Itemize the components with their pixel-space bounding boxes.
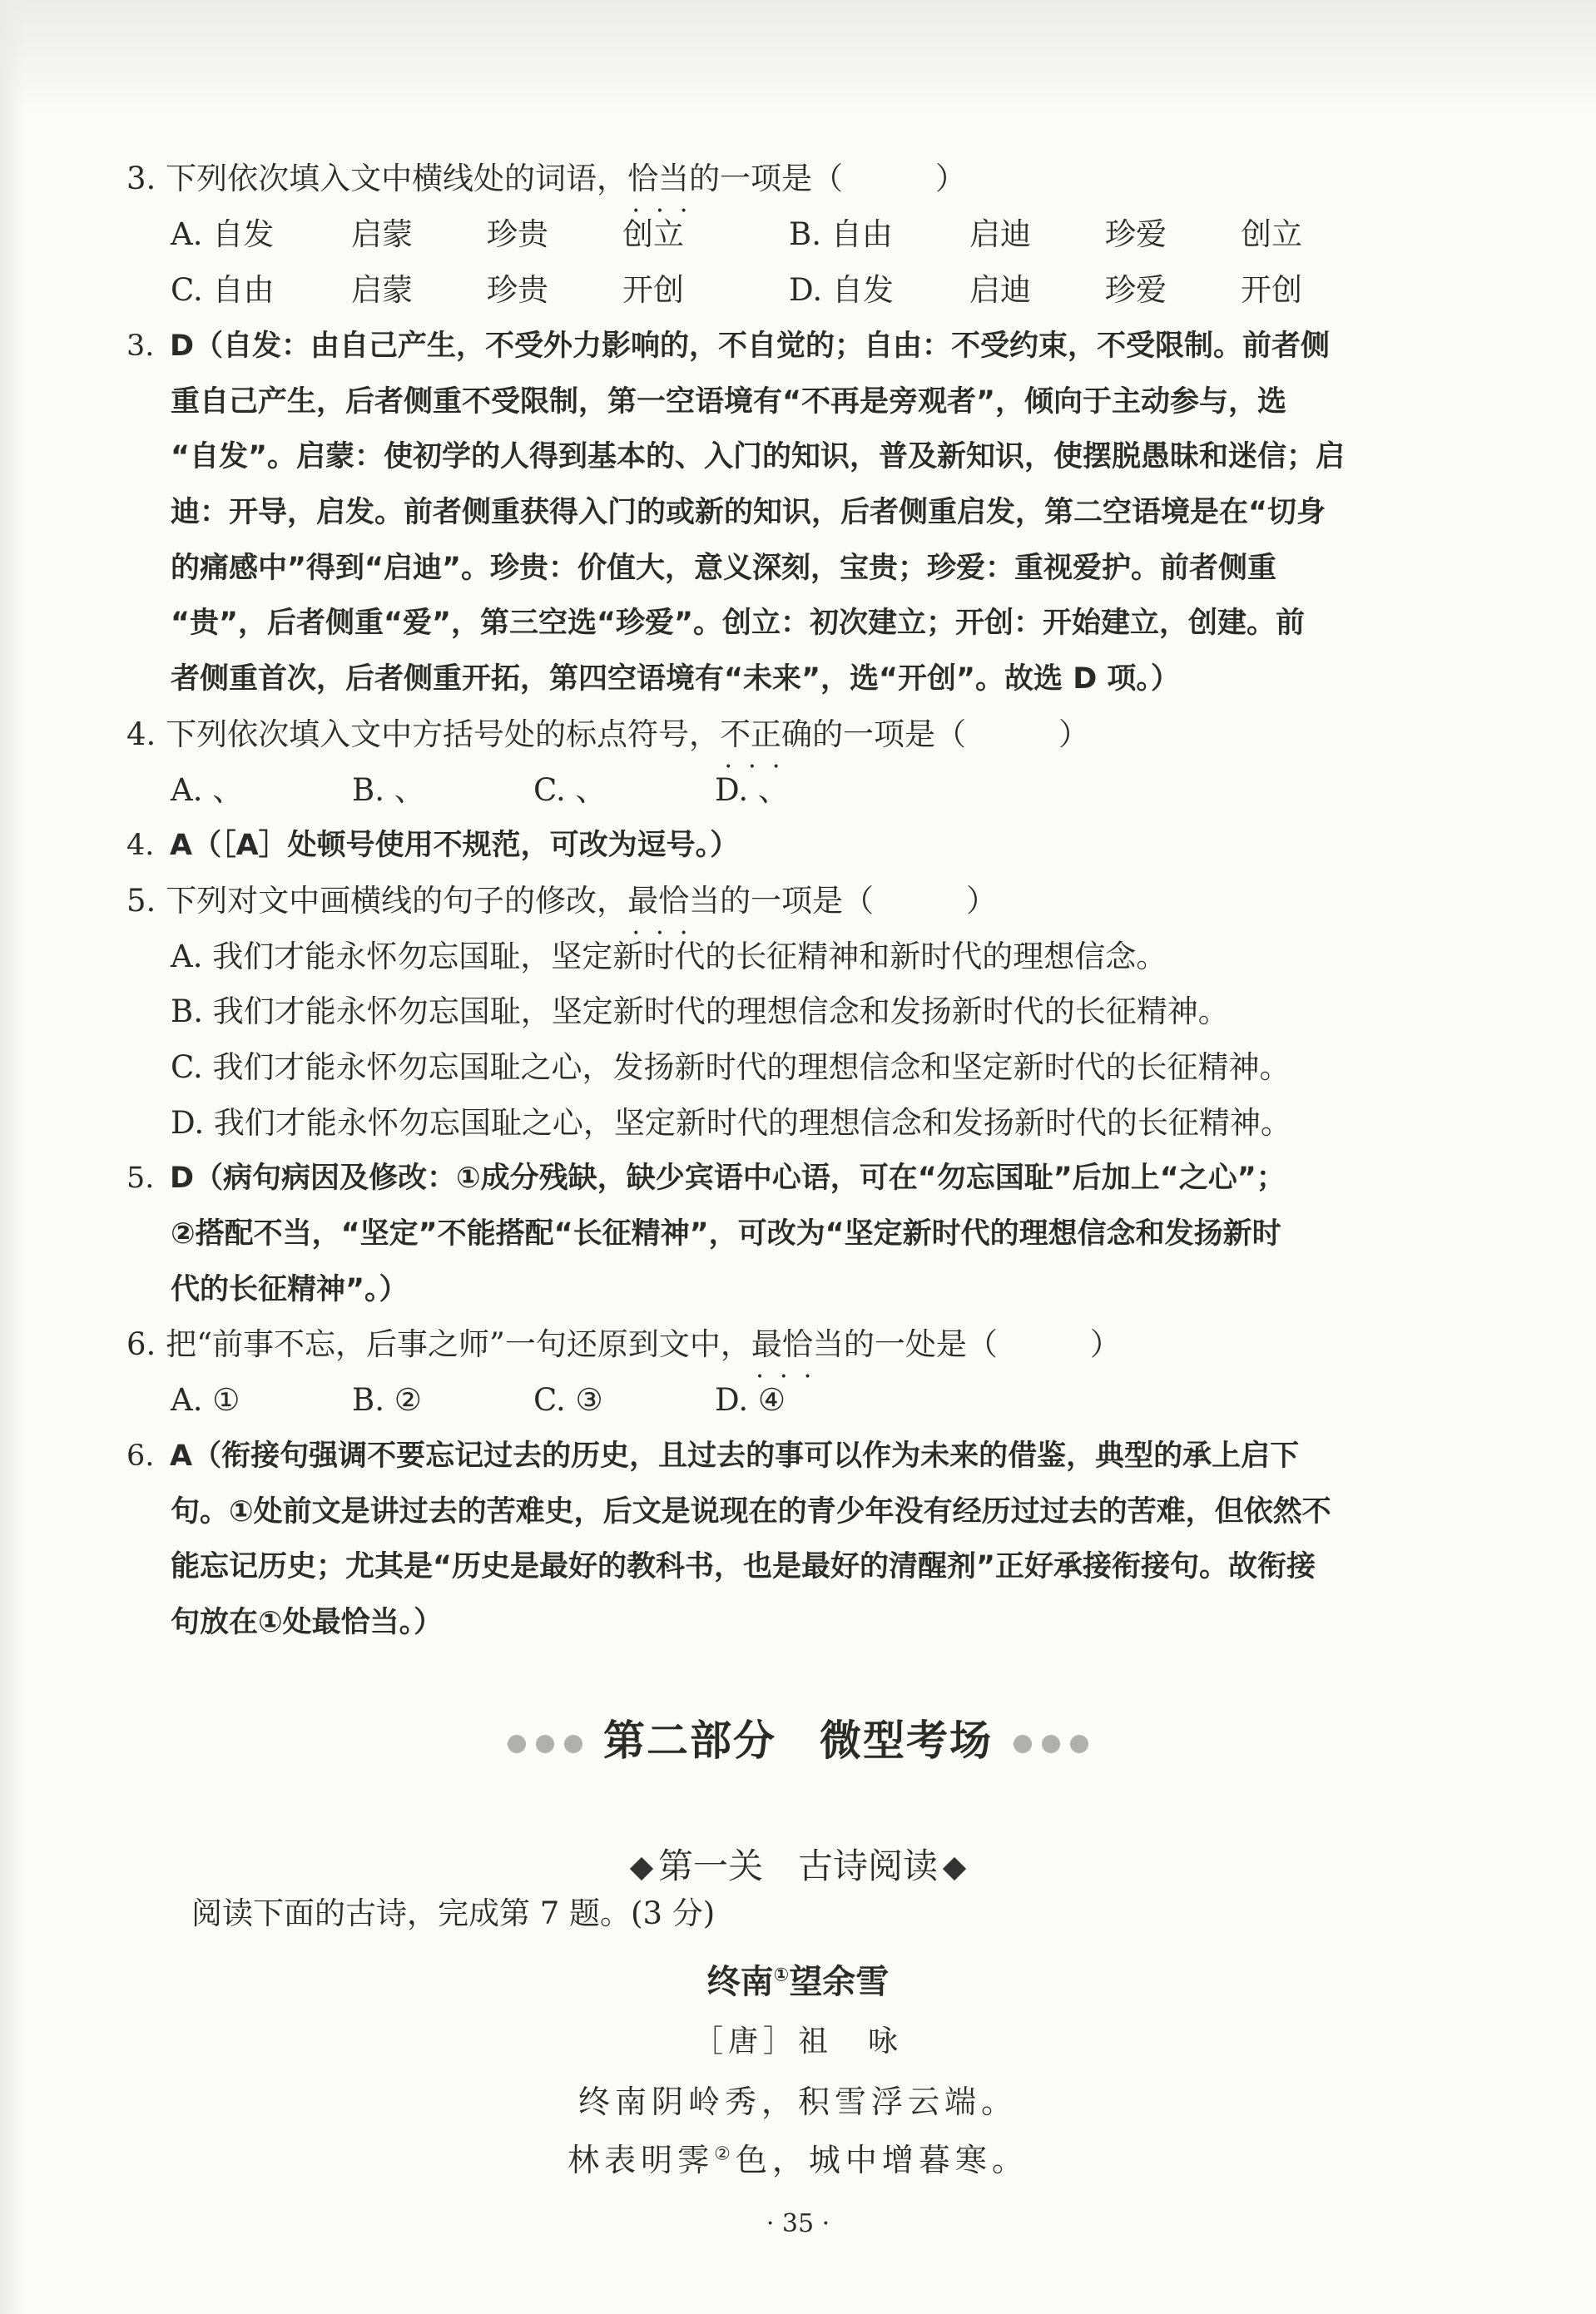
question-5-option-b: B. 我们才能永怀勿忘国耻，坚定新时代的理想信念和发扬新时代的长征精神。 — [171, 993, 1229, 1029]
question-6-stem: 6. 把“前事不忘，后事之师”一句还原到文中，最恰当 • • •的一处是（ ） — [126, 1324, 1121, 1365]
question-3-options-row1: A. 自发 启蒙 珍贵 创立 B. 自由 启迪 珍爱 创立 — [171, 216, 1302, 252]
answer-6-line-4: 句放在①处最恰当。） — [171, 1606, 444, 1639]
poem-title: 终南①望余雪 — [706, 1963, 890, 2001]
question-5-option-a: A. 我们才能永怀勿忘国耻，坚定新时代的长征精神和新时代的理想信念。 — [171, 939, 1167, 974]
answer-3-line-3: “自发”。启蒙：使初学的人得到基本的、入门的知识，普及新知识，使摆脱愚昧和迷信；启 — [171, 440, 1346, 473]
answer-6-line-1: 6. A（衔接句强调不要忘记过去的历史，且过去的事可以作为未来的借鉴，典型的承上启下 — [126, 1439, 1300, 1473]
answer-3-line-6: “贵”，后者侧重“爱”，第三空选“珍爱”。创立：初次建立；开创：开始建立，创建。前 — [171, 607, 1306, 640]
question-3-options-row2: C. 自由 启蒙 珍贵 开创 D. 自发 启迪 珍爱 开创 — [171, 272, 1302, 308]
answer-3-line-2: 重自己产生，后者侧重不受限制，第一空语境有“不再是旁观者”，倾向于主动参与，选 — [171, 385, 1287, 419]
question-5-stem: 5. 下列对文中画横线的句子的修改，最恰当 • • •的一项是（ ） — [126, 880, 997, 922]
poem-line-2: 林表明霁②色，城中增暮寒。 — [568, 2142, 1028, 2178]
poem-line-1: 终南阴岭秀，积雪浮云端。 — [577, 2084, 1018, 2120]
reading-instruction: 阅读下面的古诗，完成第 7 题。(3 分) — [191, 1895, 716, 1931]
diamond-icon — [630, 1857, 653, 1880]
bullet-icon — [1042, 1735, 1060, 1753]
question-5-option-c: C. 我们才能永怀勿忘国耻之心，发扬新时代的理想信念和坚定新时代的长征精神。 — [171, 1049, 1291, 1085]
question-6-options: A. ① B. ② C. ③ D. ④ — [171, 1382, 786, 1418]
question-3-stem: 3. 下列依次填入文中横线处的词语，恰当 • • •的一项是（ ） — [126, 158, 966, 200]
level-title: 第一关 古诗阅读 — [0, 1839, 1596, 1889]
answer-5-line-2: ②搭配不当，“坚定”不能搭配“长征精神”，可改为“坚定新时代的理想信念和发扬新时 — [171, 1217, 1281, 1251]
answer-5-line-3: 代的长征精神”。） — [171, 1273, 409, 1306]
answer-4: 4. A（［A］处顿号使用不规范，可改为逗号。） — [126, 829, 740, 862]
question-4-options: A. 、 B. 、 C. 、 D. 、 — [171, 772, 789, 808]
scan-shadow-top — [0, 0, 1596, 116]
bullet-icon — [1014, 1735, 1032, 1753]
page-number: · 35 · — [766, 2209, 830, 2238]
bullet-icon — [508, 1735, 526, 1753]
answer-5-line-1: 5. D（病句病因及修改：①成分残缺，缺少宾语中心语，可在“勿忘国耻”后加上“之心”； — [126, 1162, 1286, 1195]
diamond-icon — [943, 1857, 966, 1880]
poem-author: ［唐］祖 咏 — [692, 2024, 903, 2059]
answer-3-line-5: 的痛感中”得到“启迪”。珍贵：价值大，意义深刻，宝贵；珍爱：重视爱护。前者侧重 — [171, 552, 1277, 585]
bullet-icon — [536, 1735, 554, 1753]
answer-3-line-4: 迪：开导，启发。前者侧重获得入门的或新的知识，后者侧重启发，第二空语境是在“切身 — [171, 496, 1326, 529]
answer-6-line-3: 能忘记历史；尤其是“历史是最好的教科书，也是最好的清醒剂”正好承接衔接句。故衔接 — [171, 1550, 1316, 1583]
answer-6-line-2: 句。①处前文是讲过去的苦难史，后文是说现在的青少年没有经历过过去的苦难，但依然不 — [171, 1495, 1331, 1529]
section-title: 第二部分 微型考场 — [0, 1707, 1596, 1767]
bullet-icon — [564, 1735, 582, 1753]
question-5-option-d: D. 我们才能永怀勿忘国耻之心，坚定新时代的理想信念和发扬新时代的长征精神。 — [171, 1105, 1291, 1141]
bullet-icon — [1070, 1735, 1088, 1753]
answer-3-line-1: 3. D（自发：由自己产生，不受外力影响的，不自觉的；自由：不受约束，不受限制。前者侧 — [126, 330, 1331, 363]
answer-3-line-7: 者侧重首次，后者侧重开拓，第四空语境有“未来”，选“开创”。故选 D 项。） — [171, 662, 1180, 696]
question-4-stem: 4. 下列依次填入文中方括号处的标点符号，不正确 • • •的一项是（ ） — [126, 714, 1089, 756]
